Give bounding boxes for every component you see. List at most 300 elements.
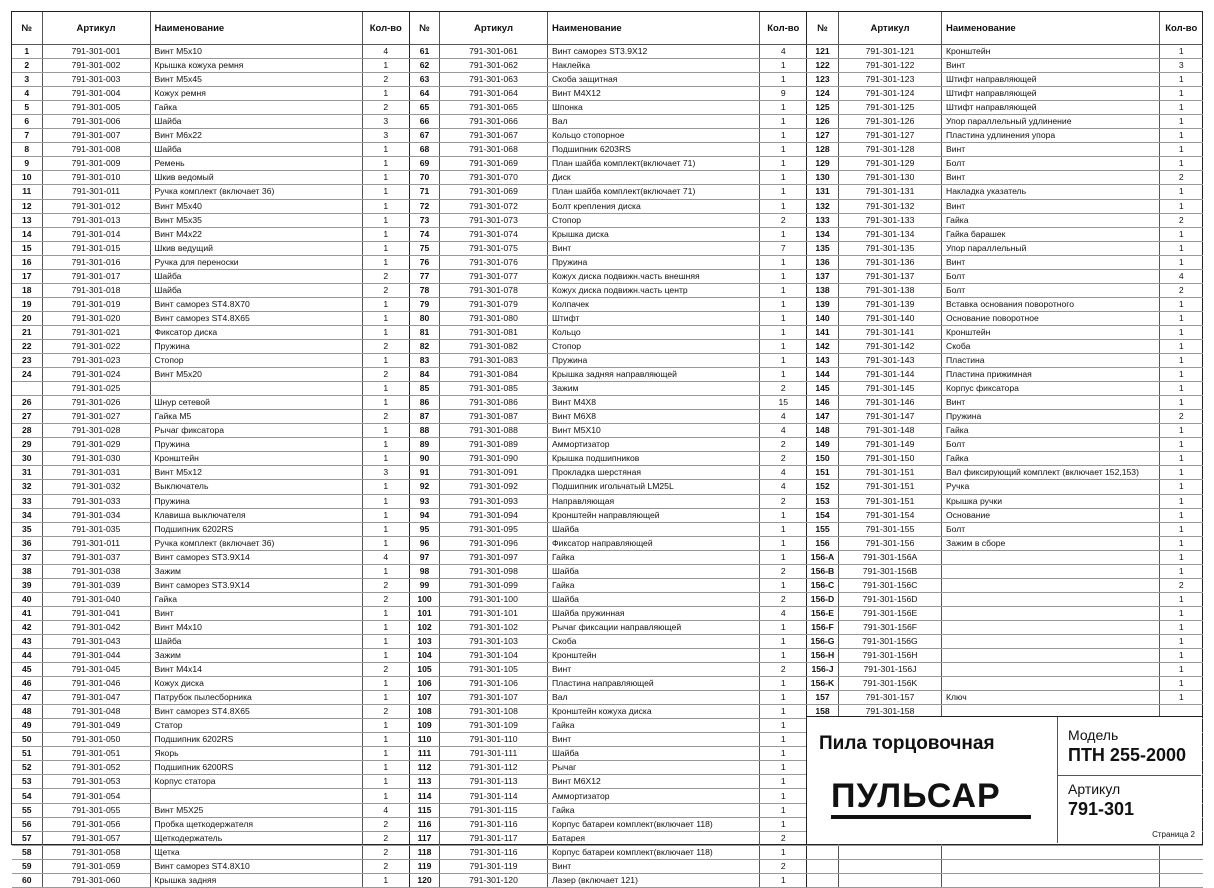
row-article: 791-301-040 [42, 592, 150, 606]
row-qty: 1 [362, 691, 409, 705]
row-article: 791-301-109 [440, 719, 548, 733]
row-article: 791-301-026 [42, 396, 150, 410]
table-row [807, 620, 1203, 634]
table-row [12, 480, 409, 494]
row-qty: 1 [760, 705, 807, 719]
row-qty: 2 [760, 859, 807, 873]
row-number: 59 [12, 859, 42, 873]
table-row [807, 649, 1203, 663]
table-row [410, 115, 807, 129]
row-article: 791-301-046 [42, 677, 150, 691]
table-row [12, 789, 409, 803]
row-qty: 2 [760, 494, 807, 508]
parts-table-1 [12, 12, 409, 888]
row-article: 791-301-043 [42, 634, 150, 648]
row-name: Болт [942, 522, 1160, 536]
row-number: 134 [807, 227, 839, 241]
row-name: Пластина удлинения упора [942, 129, 1160, 143]
table-row [807, 171, 1203, 185]
table-row [12, 522, 409, 536]
row-qty: 1 [1160, 522, 1203, 536]
row-article: 791-301-115 [440, 803, 548, 817]
row-qty: 1 [760, 199, 807, 213]
table-row [410, 438, 807, 452]
row-article: 791-301-027 [42, 410, 150, 424]
row-qty: 1 [362, 649, 409, 663]
table-header-row [410, 12, 807, 45]
table-row [807, 339, 1203, 353]
row-number: 9 [12, 157, 42, 171]
row-name: Винт саморез ST4.8X70 [150, 297, 362, 311]
row-name: Корпус статора [150, 775, 362, 789]
row-qty: 2 [362, 592, 409, 606]
table-row [410, 143, 807, 157]
row-qty: 2 [1160, 171, 1203, 185]
row-number: 98 [410, 564, 440, 578]
table-row [410, 255, 807, 269]
table-row [410, 634, 807, 648]
table-row [410, 775, 807, 789]
row-name [942, 592, 1160, 606]
row-article: 791-301-156H [839, 649, 942, 663]
row-article: 791-301-002 [42, 59, 150, 73]
row-article: 791-301-010 [42, 171, 150, 185]
row-article: 791-301-145 [839, 382, 942, 396]
row-article: 791-301-081 [440, 325, 548, 339]
row-qty: 1 [362, 452, 409, 466]
row-qty: 1 [1160, 480, 1203, 494]
row-article: 791-301-037 [42, 550, 150, 564]
row-article: 791-301-076 [440, 255, 548, 269]
table-row [12, 663, 409, 677]
row-name: Вал [548, 115, 760, 129]
row-number: 38 [12, 564, 42, 578]
row-article: 791-301-007 [42, 129, 150, 143]
row-number: 84 [410, 368, 440, 382]
row-article: 791-301-022 [42, 339, 150, 353]
row-number: 73 [410, 213, 440, 227]
row-number: 95 [410, 522, 440, 536]
table-row [410, 410, 807, 424]
row-number: 109 [410, 719, 440, 733]
row-name: Штифт направляющей [942, 73, 1160, 87]
row-qty: 1 [362, 438, 409, 452]
row-name: Пружина [150, 494, 362, 508]
row-article: 791-301-156E [839, 606, 942, 620]
row-qty: 2 [362, 269, 409, 283]
row-name [942, 663, 1160, 677]
row-article: 791-301-011 [42, 536, 150, 550]
row-name: Винт [150, 606, 362, 620]
row-name: Батарея [548, 831, 760, 845]
row-article: 791-301-044 [42, 649, 150, 663]
row-name: Основание поворотное [942, 311, 1160, 325]
row-number: 69 [410, 157, 440, 171]
model-label: Модель [1068, 727, 1119, 743]
row-qty: 1 [1160, 185, 1203, 199]
row-number: 19 [12, 297, 42, 311]
table-row [410, 803, 807, 817]
table-row [12, 213, 409, 227]
row-name: Рычаг фиксатора [150, 424, 362, 438]
row-name: Винт M4x10 [150, 620, 362, 634]
row-article: 791-301-069 [440, 185, 548, 199]
row-number: 107 [410, 691, 440, 705]
row-name: Ручка для переноски [150, 255, 362, 269]
row-article: 791-301-157 [839, 691, 942, 705]
table-row [807, 382, 1203, 396]
row-number: 64 [410, 87, 440, 101]
row-name: Аммортизатор [548, 438, 760, 452]
table-row [807, 634, 1203, 648]
row-qty: 2 [760, 663, 807, 677]
row-number: 57 [12, 831, 42, 845]
table-row [410, 227, 807, 241]
row-article: 791-301-054 [42, 789, 150, 803]
row-article: 791-301-101 [440, 606, 548, 620]
row-article: 791-301-155 [839, 522, 942, 536]
row-qty: 1 [760, 59, 807, 73]
row-name: Шайба [150, 269, 362, 283]
row-name: Диск [548, 171, 760, 185]
row-name [942, 578, 1160, 592]
row-number: 11 [12, 185, 42, 199]
row-name: Кронштейн [942, 45, 1160, 59]
row-name: Фиксатор диска [150, 325, 362, 339]
row-name: Винт [548, 663, 760, 677]
row-name: Шайба [548, 564, 760, 578]
row-article: 791-301-059 [42, 859, 150, 873]
row-article: 791-301-141 [839, 325, 942, 339]
table-row [410, 73, 807, 87]
row-name: Пробка щеткодержателя [150, 817, 362, 831]
row-qty: 2 [362, 859, 409, 873]
row-number: 125 [807, 101, 839, 115]
row-qty: 1 [760, 129, 807, 143]
row-article: 791-301-023 [42, 354, 150, 368]
row-number: 135 [807, 241, 839, 255]
row-number: 132 [807, 199, 839, 213]
table-row [12, 803, 409, 817]
row-qty: 1 [760, 157, 807, 171]
row-name: Винт M5x20 [150, 368, 362, 382]
row-article: 791-301-138 [839, 283, 942, 297]
row-article: 791-301-151 [839, 466, 942, 480]
row-number: 47 [12, 691, 42, 705]
row-article: 791-301-058 [42, 845, 150, 859]
row-qty: 1 [362, 311, 409, 325]
row-name [942, 620, 1160, 634]
row-qty: 1 [362, 564, 409, 578]
row-qty: 1 [760, 649, 807, 663]
row-qty: 1 [1160, 691, 1203, 705]
row-article: 791-301-156J [839, 663, 942, 677]
row-article: 791-301-082 [440, 339, 548, 353]
row-qty: 1 [1160, 508, 1203, 522]
table-row [807, 73, 1203, 87]
table-row [410, 663, 807, 677]
row-qty: 1 [362, 325, 409, 339]
row-number: 3 [12, 73, 42, 87]
row-number: 121 [807, 45, 839, 59]
row-number: 111 [410, 747, 440, 761]
row-name: Кожух ремня [150, 87, 362, 101]
row-qty: 1 [362, 157, 409, 171]
row-number: 122 [807, 59, 839, 73]
row-name: Крышка ручки [942, 494, 1160, 508]
row-qty: 4 [362, 803, 409, 817]
row-article: 791-301-149 [839, 438, 942, 452]
row-article: 791-301-083 [440, 354, 548, 368]
row-number: 155 [807, 522, 839, 536]
row-name: Шайба [150, 143, 362, 157]
row-article: 791-301-033 [42, 494, 150, 508]
row-name: Винт M6x22 [150, 129, 362, 143]
row-article: 791-301-041 [42, 606, 150, 620]
row-qty: 1 [760, 620, 807, 634]
row-article: 791-301-045 [42, 663, 150, 677]
table-row [410, 283, 807, 297]
row-qty: 2 [760, 564, 807, 578]
table-row [12, 143, 409, 157]
row-number: 42 [12, 620, 42, 634]
row-name: Подшипник игольчатый LM25L [548, 480, 760, 494]
row-qty: 2 [760, 831, 807, 845]
row-number: 120 [410, 873, 440, 887]
row-qty: 1 [760, 747, 807, 761]
table-row [12, 859, 409, 873]
row-number [807, 845, 839, 859]
table-row [12, 368, 409, 382]
table-row [12, 255, 409, 269]
row-name: Кронштейн [942, 325, 1160, 339]
row-qty: 1 [760, 185, 807, 199]
table-row [410, 171, 807, 185]
table-row [807, 101, 1203, 115]
header-article: Артикул [839, 12, 942, 45]
row-name: Зажим в сборе [942, 536, 1160, 550]
row-number: 20 [12, 311, 42, 325]
title-block [806, 716, 1202, 844]
row-name: Корпус фиксатора [942, 382, 1160, 396]
row-number: 156-B [807, 564, 839, 578]
row-article: 791-301-142 [839, 339, 942, 353]
table-row [410, 719, 807, 733]
row-qty: 2 [760, 592, 807, 606]
row-name: Шайба [150, 634, 362, 648]
row-name: Рычаг [548, 761, 760, 775]
row-article: 791-301-074 [440, 227, 548, 241]
row-article: 791-301-028 [42, 424, 150, 438]
table-row [410, 691, 807, 705]
row-article: 791-301-147 [839, 410, 942, 424]
row-qty: 1 [760, 522, 807, 536]
row-qty: 1 [1160, 438, 1203, 452]
table-row [807, 227, 1203, 241]
row-number: 13 [12, 213, 42, 227]
row-article: 791-301-079 [440, 297, 548, 311]
row-qty: 1 [1160, 227, 1203, 241]
row-article: 791-301-127 [839, 129, 942, 143]
table-row [12, 339, 409, 353]
row-number: 51 [12, 747, 42, 761]
row-number: 18 [12, 283, 42, 297]
table-row [12, 775, 409, 789]
row-article: 791-301-087 [440, 410, 548, 424]
row-number: 150 [807, 452, 839, 466]
row-number: 152 [807, 480, 839, 494]
row-qty: 1 [760, 227, 807, 241]
parts-table-2 [409, 12, 807, 888]
table-row [410, 213, 807, 227]
row-article: 791-301-013 [42, 213, 150, 227]
row-article: 791-301-128 [839, 143, 942, 157]
table-row [12, 761, 409, 775]
row-name: Винт M5x35 [150, 213, 362, 227]
row-number: 94 [410, 508, 440, 522]
row-article: 791-301-061 [440, 45, 548, 59]
row-article: 791-301-098 [440, 564, 548, 578]
row-name: Подшипник 6202RS [150, 733, 362, 747]
row-name: Стопор [150, 354, 362, 368]
row-article: 791-301-049 [42, 719, 150, 733]
row-qty: 1 [1160, 620, 1203, 634]
table-row [410, 789, 807, 803]
table-row [12, 396, 409, 410]
table-row [410, 508, 807, 522]
table-row [410, 831, 807, 845]
table-row [807, 115, 1203, 129]
table-row [410, 649, 807, 663]
row-article: 791-301-097 [440, 550, 548, 564]
row-article: 791-301-052 [42, 761, 150, 775]
row-number: 156-H [807, 649, 839, 663]
row-name: Колпачек [548, 297, 760, 311]
row-name: Пластина прижимная [942, 368, 1160, 382]
row-number [807, 873, 839, 887]
row-number: 8 [12, 143, 42, 157]
header-article: Артикул [42, 12, 150, 45]
row-number: 56 [12, 817, 42, 831]
row-qty: 1 [760, 845, 807, 859]
table-row [807, 424, 1203, 438]
row-qty: 15 [760, 396, 807, 410]
table-row [807, 297, 1203, 311]
row-number: 130 [807, 171, 839, 185]
row-name: Винт M5X25 [150, 803, 362, 817]
table-row [12, 382, 409, 396]
row-qty: 1 [362, 761, 409, 775]
row-number: 85 [410, 382, 440, 396]
row-article: 791-301-057 [42, 831, 150, 845]
table-row [410, 157, 807, 171]
row-name: Гайка M5 [150, 410, 362, 424]
row-article: 791-301-005 [42, 101, 150, 115]
row-name: Щеткодержатель [150, 831, 362, 845]
row-number: 63 [410, 73, 440, 87]
table-row [12, 508, 409, 522]
table-row [410, 339, 807, 353]
row-name: Вставка основания поворотного [942, 297, 1160, 311]
row-number: 145 [807, 382, 839, 396]
row-name: Крышка задняя направляющей [548, 368, 760, 382]
row-name: Гайка [548, 550, 760, 564]
row-name: Пружина [548, 255, 760, 269]
row-qty: 1 [760, 733, 807, 747]
row-name: Зажим [150, 564, 362, 578]
row-number: 81 [410, 325, 440, 339]
row-name [942, 606, 1160, 620]
row-article: 791-301-093 [440, 494, 548, 508]
row-qty: 1 [362, 87, 409, 101]
row-article: 791-301-038 [42, 564, 150, 578]
row-name: Шпонка [548, 101, 760, 115]
row-name [942, 873, 1160, 887]
header-qty: Кол-во [362, 12, 409, 45]
row-article: 791-301-156D [839, 592, 942, 606]
row-qty: 4 [760, 424, 807, 438]
row-name: Корпус батареи комплект(включает 118) [548, 817, 760, 831]
row-article: 791-301-068 [440, 143, 548, 157]
table-row [12, 171, 409, 185]
row-number: 62 [410, 59, 440, 73]
row-name: Кожух диска подвижн.часть центр [548, 283, 760, 297]
row-article: 791-301-131 [839, 185, 942, 199]
table-row [12, 845, 409, 859]
row-qty: 2 [1160, 283, 1203, 297]
row-qty: 1 [760, 368, 807, 382]
row-article: 791-301-133 [839, 213, 942, 227]
table-row [410, 606, 807, 620]
row-article: 791-301-050 [42, 733, 150, 747]
row-number: 156-G [807, 634, 839, 648]
row-qty [1160, 859, 1203, 873]
row-article: 791-301-117 [440, 831, 548, 845]
row-number: 68 [410, 143, 440, 157]
row-qty: 2 [760, 452, 807, 466]
table-row [807, 859, 1203, 873]
row-name: Винт M6X12 [548, 775, 760, 789]
row-name: Винт M5x10 [150, 45, 362, 59]
row-qty: 1 [760, 101, 807, 115]
row-article: 791-301-066 [440, 115, 548, 129]
row-number: 154 [807, 508, 839, 522]
row-article: 791-301-116 [440, 845, 548, 859]
row-qty: 1 [760, 691, 807, 705]
row-article: 791-301-086 [440, 396, 548, 410]
row-article: 791-301-132 [839, 199, 942, 213]
row-name: Винт M4x14 [150, 663, 362, 677]
row-number: 149 [807, 438, 839, 452]
row-article: 791-301-025 [42, 382, 150, 396]
row-article: 791-301-008 [42, 143, 150, 157]
row-name: Лазер (включает 121) [548, 873, 760, 887]
row-name: Винт M4X8 [548, 396, 760, 410]
table-row [807, 241, 1203, 255]
row-number: 156 [807, 536, 839, 550]
row-article: 791-301-158 [839, 705, 942, 719]
row-name: Патрубок пылесборника [150, 691, 362, 705]
row-qty: 4 [362, 550, 409, 564]
row-article [839, 873, 942, 887]
row-name: Пружина [548, 354, 760, 368]
row-article: 791-301-121 [839, 45, 942, 59]
row-article: 791-301-139 [839, 297, 942, 311]
table-row [12, 115, 409, 129]
row-name [942, 845, 1160, 859]
row-article: 791-301-136 [839, 255, 942, 269]
row-article: 791-301-140 [839, 311, 942, 325]
